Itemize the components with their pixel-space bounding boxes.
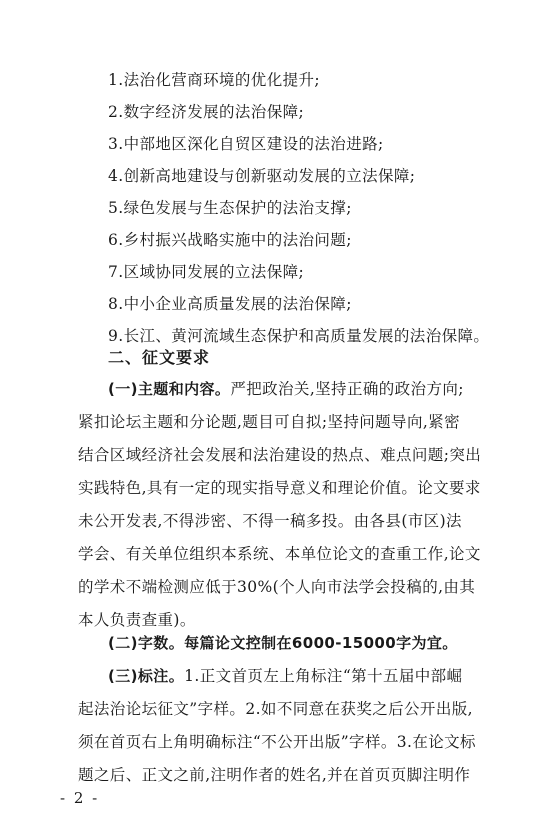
paragraph-line: 本人负责查重)。 [78,611,196,629]
paragraph-line: 紧扣论坛主题和分论题,题目可自拟;坚持问题导向,紧密 [78,413,460,431]
paragraph-text: 严把政治关,坚持正确的政治方向; [230,380,464,398]
paragraph-text: 1.正文首页左上角标注“第十五届中部崛 [184,667,463,685]
section-heading: 二、征文要求 [108,348,211,367]
paragraph-line: 起法治论坛征文”字样。2.如不同意在获奖之后公开出版, [78,700,473,718]
page-number: - 2 - [60,789,100,807]
paragraph-line: 学会、有关单位组织本系统、本单位论文的查重工作,论文 [78,545,481,563]
list-item: 1.法治化营商环境的优化提升; [108,71,321,89]
list-item: 5.绿色发展与生态保护的法治支撑; [108,199,352,217]
list-item: 9.长江、黄河流域生态保护和高质量发展的法治保障。 [108,327,490,345]
paragraph-line [78,373,518,406]
paragraph-text: 每篇论文控制在6000-15000字为宜。 [184,634,458,652]
list-item: 6.乡村振兴战略实施中的法治问题; [108,231,352,249]
paragraph-theme-content [78,373,518,637]
paragraph-line: 题之后、正文之前,注明作者的姓名,并在首页页脚注明作 [78,766,471,784]
list-item: 4.创新高地建设与创新驱动发展的立法保障; [108,167,416,185]
list-item: 2.数字经济发展的法治保障; [108,103,305,121]
paragraph-label: (一)主题和内容。 [108,380,231,398]
paragraph-label: (三)标注。 [108,667,185,685]
paragraph-line: 实践特色,具有一定的现实指导意义和理论价值。论文要求 [78,479,481,497]
paragraph-line: 未公开发表,不得涉密、不得一稿多投。由各县(市区)法 [78,512,462,530]
paragraph-line: 结合区域经济社会发展和法治建设的热点、难点问题;突出 [78,446,482,464]
paragraph-word-count [78,627,518,660]
list-item: 8.中小企业高质量发展的法治保障; [108,295,352,313]
topic-list [108,64,538,352]
paragraph-line [78,660,518,693]
paragraph-line: 须在首页右上角明确标注“不公开出版”字样。3.在论文标 [78,733,476,751]
paragraph-line: 的学术不端检测应低于30%(个人向市法学会投稿的,由其 [78,578,476,596]
paragraph-annotation [78,660,518,792]
paragraph-line [78,627,518,660]
list-item: 3.中部地区深化自贸区建设的法治进路; [108,135,384,153]
list-item: 7.区域协同发展的立法保障; [108,263,305,281]
paragraph-label: (二)字数。 [108,634,185,652]
